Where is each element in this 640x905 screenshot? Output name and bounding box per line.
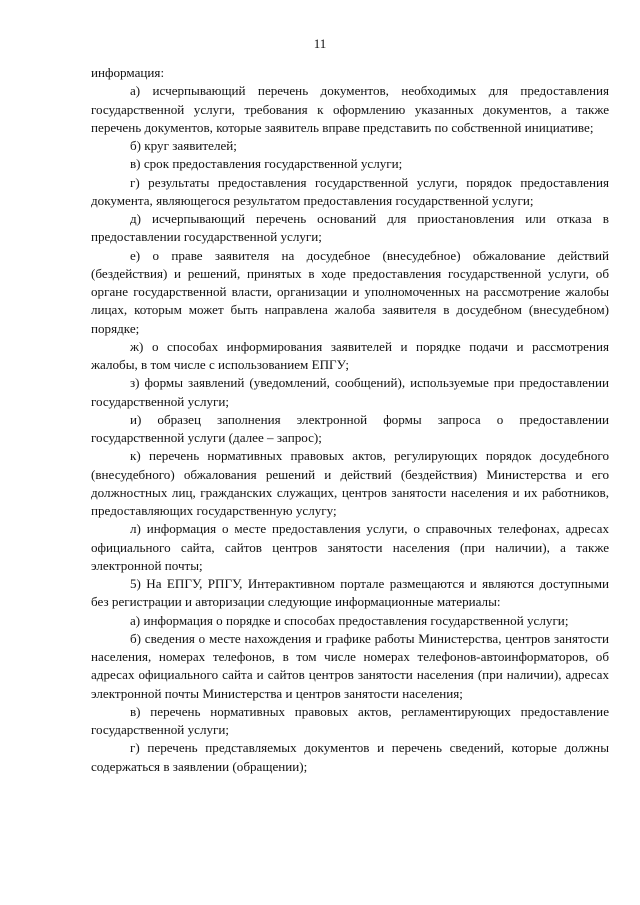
paragraph-item-v-regulatory-acts: в) перечень нормативных правовых актов, регламентирующих предоставление государственной услуги; bbox=[91, 703, 609, 737]
document-body bbox=[91, 64, 609, 776]
paragraph-item-d-refusal-grounds: д) исчерпывающий перечень оснований для приостановления или отказа в предоставлении государственной услуги; bbox=[91, 211, 609, 245]
paragraph-item-k-legal-acts: к) перечень нормативных правовых актов, регулирующих порядок досудебного (внесудебного) обжалования решений и действий (бездействия) Министерства и его должностных лиц, гражданских служащих, центров занятости населения и их работников, предоставляющих государственную услугу; bbox=[91, 448, 609, 518]
paragraph-item-a-documents-list: а) исчерпывающий перечень документов, необходимых для предоставления государственной услуги, требования к оформлению указанных документов, а также перечень документов, которые заявитель вправе представить по собственной инициативе; bbox=[91, 83, 609, 135]
paragraph-item-b-applicants: б) круг заявителей; bbox=[130, 138, 237, 153]
paragraph-item-g-service-results: г) результаты предоставления государственной услуги, порядок предоставления документа, являющегося результатом предоставления государственной услуги; bbox=[91, 174, 609, 208]
paragraph-item-l-contact-info: л) информация о месте предоставления услуги, о справочных телефонах, адресах официального сайта, сайтов центров занятости населения (при наличии), а также электронной почты; bbox=[91, 521, 609, 573]
page-number: 11 bbox=[313, 36, 327, 51]
paragraph-item-a-service-procedure: а) информация о порядке и способах предоставления государственной услуги; bbox=[130, 612, 569, 628]
paragraph-item-v-service-term: в) срок предоставления государственной услуги; bbox=[130, 156, 403, 172]
paragraph-section-5-portal-materials: 5) На ЕПГУ, РПГУ, Интерактивном портале размещаются и являются доступными без регистрации и авторизации следующие информационные материалы: bbox=[91, 576, 609, 610]
paragraph-item-zh-informing-methods: ж) о способах информирования заявителей и порядке подачи и рассмотрения жалобы, в том числе с использованием ЕПГУ; bbox=[91, 338, 609, 372]
paragraph-item-b-location-schedule: б) сведения о месте нахождения и графике работы Министерства, центров занятости населения, номерах телефонов, в том числе номерах телефонов-автоинформаторов, об адресах официального сайта и сайтов центров занятости населения (при наличии), адресах электронной почты Министерства и центров занятости населения; bbox=[91, 630, 609, 701]
paragraph-item-z-application-forms: з) формы заявлений (уведомлений, сообщений), используемые при предоставлении государственной услуги; bbox=[91, 375, 609, 409]
paragraph-continuation: информация: bbox=[91, 65, 165, 80]
paragraph-item-i-request-sample: и) образец заполнения электронной формы запроса о предоставлении государственной услуги (далее – запрос); bbox=[91, 411, 609, 445]
paragraph-item-g-documents-info: г) перечень представляемых документов и перечень сведений, которые должны содержаться в заявлении (обращении); bbox=[91, 740, 609, 774]
paragraph-item-e-appeal-right: е) о праве заявителя на досудебное (внесудебное) обжалование действий (бездействия) и решений, принятых в ходе предоставления государственной услуги, об органе государственной власти, организации и уполномоченных на рассмотрение жалобы лицах, которым может быть направлена жалоба заявителя в досудебном (внесудебном) порядке; bbox=[91, 247, 609, 336]
